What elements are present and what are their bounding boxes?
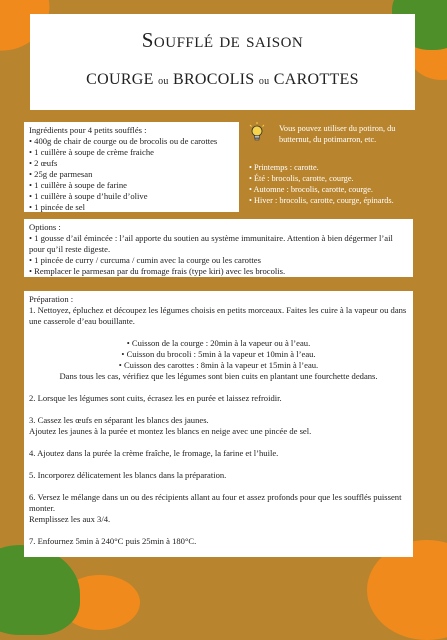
ingredients-heading: Ingrédients pour 4 petits soufflés : bbox=[29, 125, 147, 135]
cooking-time: • Cuisson du brocoli : 5min à la vapeur et 10min à l’eau. bbox=[121, 349, 316, 359]
cooking-time: • Cuisson des carottes : 8min à la vapeur et 15min à l’eau. bbox=[118, 360, 319, 370]
subtitle-connector: ou bbox=[158, 76, 169, 87]
season-item: • Printemps : carotte. bbox=[249, 163, 319, 172]
ingredients-card bbox=[24, 122, 239, 212]
ingredient-item: • 1 cuillère à soupe de farine bbox=[29, 180, 127, 190]
title-card bbox=[30, 14, 415, 110]
cooking-time: • Cuisson de la courge : 20min à la vapeur ou à l’eau. bbox=[126, 338, 311, 348]
subtitle-word: BROCOLIS bbox=[172, 71, 255, 88]
ingredient-item: • 400g de chair de courge ou de brocolis ou de carottes bbox=[29, 136, 218, 146]
preparation-heading: Préparation : bbox=[29, 294, 74, 304]
season-item: • Été : brocolis, carotte, courge. bbox=[249, 174, 354, 183]
preparation-step: Remplissez les aux 3/4. bbox=[29, 514, 111, 524]
preparation-step: 5. Incorporez délicatement les blancs dans la préparation. bbox=[29, 470, 227, 480]
page-title: Soufflé de saison bbox=[141, 28, 304, 52]
option-item: • 1 pincée de curry / curcuma / cumin avec la courge ou les carottes bbox=[29, 255, 261, 265]
ingredient-item: • 1 pincée de sel bbox=[29, 202, 85, 212]
season-list bbox=[249, 162, 415, 206]
ingredient-item: • 1 cuillère à soupe de crème fraiche bbox=[29, 147, 154, 157]
preparation-step: 3. Cassez les œufs en séparant les blancs des jaunes. bbox=[29, 415, 209, 425]
ingredient-item: • 2 œufs bbox=[29, 158, 58, 168]
preparation-step: 6. Versez le mélange dans un ou des récipients allant au four et assez profonds pour que les soufflés puissent monter. bbox=[29, 492, 402, 513]
preparation-step: Ajoutez les jaunes à la purée et montez les blancs en neige avec une pincée de sel. bbox=[29, 426, 312, 436]
options-heading: Options : bbox=[29, 222, 61, 232]
lightbulb-icon bbox=[249, 122, 265, 144]
season-item: • Automne : brocolis, carotte, courge. bbox=[249, 185, 373, 194]
subtitle-word: CAROTTES bbox=[273, 71, 359, 88]
preparation-card bbox=[24, 291, 413, 557]
preparation-step: 2. Lorsque les légumes sont cuits, écrasez les en purée et laissez refroidir. bbox=[29, 393, 282, 403]
option-item: • 1 gousse d’ail émincée : l’ail apporte du soutien au système immunitaire. Attention à bien dégermer l’ail pour qu’il reste digeste. bbox=[29, 233, 393, 254]
ingredient-item: • 25g de parmesan bbox=[29, 169, 93, 179]
season-item: • Hiver : brocolis, carotte, courge, épinards. bbox=[249, 196, 394, 205]
subtitle-word: COURGE bbox=[86, 71, 154, 88]
subtitle-connector: ou bbox=[258, 76, 270, 87]
decorative-green-shape bbox=[0, 545, 80, 635]
page-subtitle bbox=[30, 71, 415, 89]
preparation-step: 1. Nettoyez, épluchez et découpez les légumes choisis en petits morceaux. Faites les cuire à la vapeur ou dans une casserole d’eau bouillante. bbox=[29, 305, 407, 326]
ingredient-item: • 1 cuillère à soupe d’huile d’olive bbox=[29, 191, 148, 201]
option-item: • Remplacer le parmesan par du fromage frais (type kiri) avec les brocolis. bbox=[29, 266, 286, 276]
options-card bbox=[24, 219, 413, 277]
cooking-note: Dans tous les cas, vérifiez que les légumes sont bien cuits en plantant une fourchette dedans. bbox=[59, 371, 378, 381]
tip-note: Vous pouvez utiliser du potiron, du butternut, du potimarron, etc. bbox=[279, 124, 396, 144]
preparation-step: 4. Ajoutez dans la purée la crème fraîche, le fromage, la farine et l’huile. bbox=[29, 448, 279, 458]
tips-panel bbox=[245, 120, 413, 212]
preparation-step: 7. Enfournez 5min à 240°C puis 25min à 180°C. bbox=[29, 536, 197, 546]
